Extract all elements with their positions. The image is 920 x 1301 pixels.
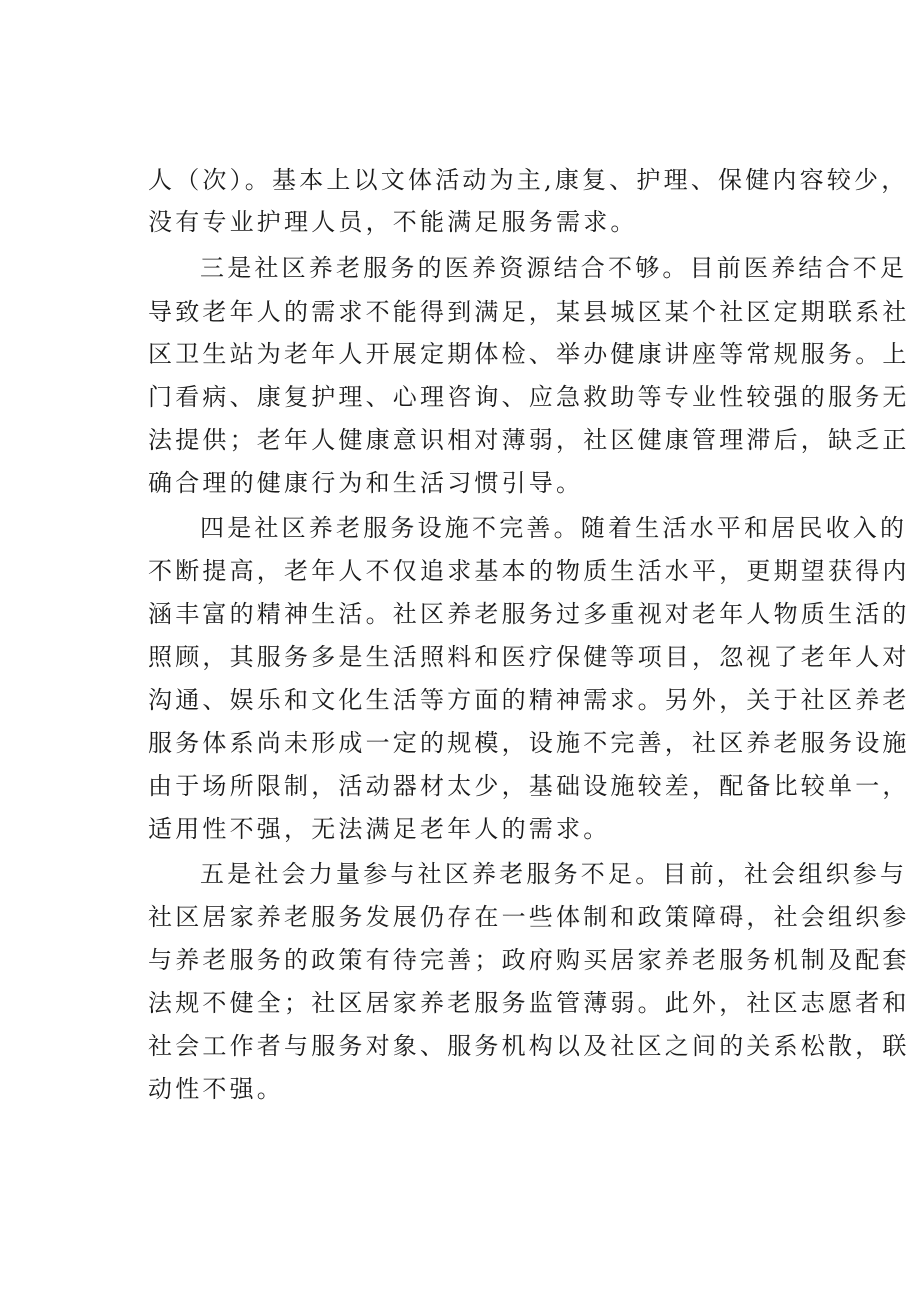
text-line: 服务体系尚未形成一定的规模，设施不完善，社区养老服务设施 xyxy=(148,729,910,757)
text-line: 门看病、康复护理、心理咨询、应急救助等专业性较强的服务无 xyxy=(148,383,910,411)
text-line: 法提供；老年人健康意识相对薄弱，社区健康管理滞后，缺乏正 xyxy=(148,426,910,454)
text-line: 与养老服务的政策有待完善；政府购买居家养老服务机制及配套 xyxy=(148,946,910,974)
text-line: 沟通、娱乐和文化生活等方面的精神需求。另外，关于社区养老 xyxy=(148,686,910,714)
text-line: 不断提高，老年人不仅追求基本的物质生活水平，更期望获得内 xyxy=(148,557,910,585)
paragraph-5-heading-line: 五是社会力量参与社区养老服务不足。目前，社会组织参与 xyxy=(200,860,908,888)
text-line: 照顾，其服务多是生活照料和医疗保健等项目，忽视了老年人对 xyxy=(148,643,910,671)
text-line: 涵丰富的精神生活。社区养老服务过多重视对老年人物质生活的 xyxy=(148,600,910,628)
text-line: 动性不强。 xyxy=(148,1075,284,1103)
text-line: 确合理的健康行为和生活习惯引导。 xyxy=(148,469,584,497)
text-line: 人（次）。基本上以文体活动为主,康复、护理、保健内容较少， xyxy=(148,166,909,194)
text-line: 社区居家养老服务发展仍存在一些体制和政策障碍，社会组织参 xyxy=(148,903,910,931)
text-line: 区卫生站为老年人开展定期体检、举办健康讲座等常规服务。上 xyxy=(148,340,910,368)
text-line: 法规不健全；社区居家养老服务监管薄弱。此外，社区志愿者和 xyxy=(148,989,910,1017)
text-line: 社会工作者与服务对象、服务机构以及社区之间的关系松散，联 xyxy=(148,1032,910,1060)
text-line: 导致老年人的需求不能得到满足，某县城区某个社区定期联系社 xyxy=(148,298,910,326)
text-line: 由于场所限制，活动器材太少，基础设施较差，配备比较单一， xyxy=(148,772,910,800)
paragraph-3-heading-line: 三是社区养老服务的医养资源结合不够。目前医养结合不足 xyxy=(200,254,908,282)
text-line: 没有专业护理人员，不能满足服务需求。 xyxy=(148,208,638,236)
text-line: 适用性不强，无法满足老年人的需求。 xyxy=(148,815,611,843)
paragraph-4-heading-line: 四是社区养老服务设施不完善。随着生活水平和居民收入的 xyxy=(200,514,908,542)
